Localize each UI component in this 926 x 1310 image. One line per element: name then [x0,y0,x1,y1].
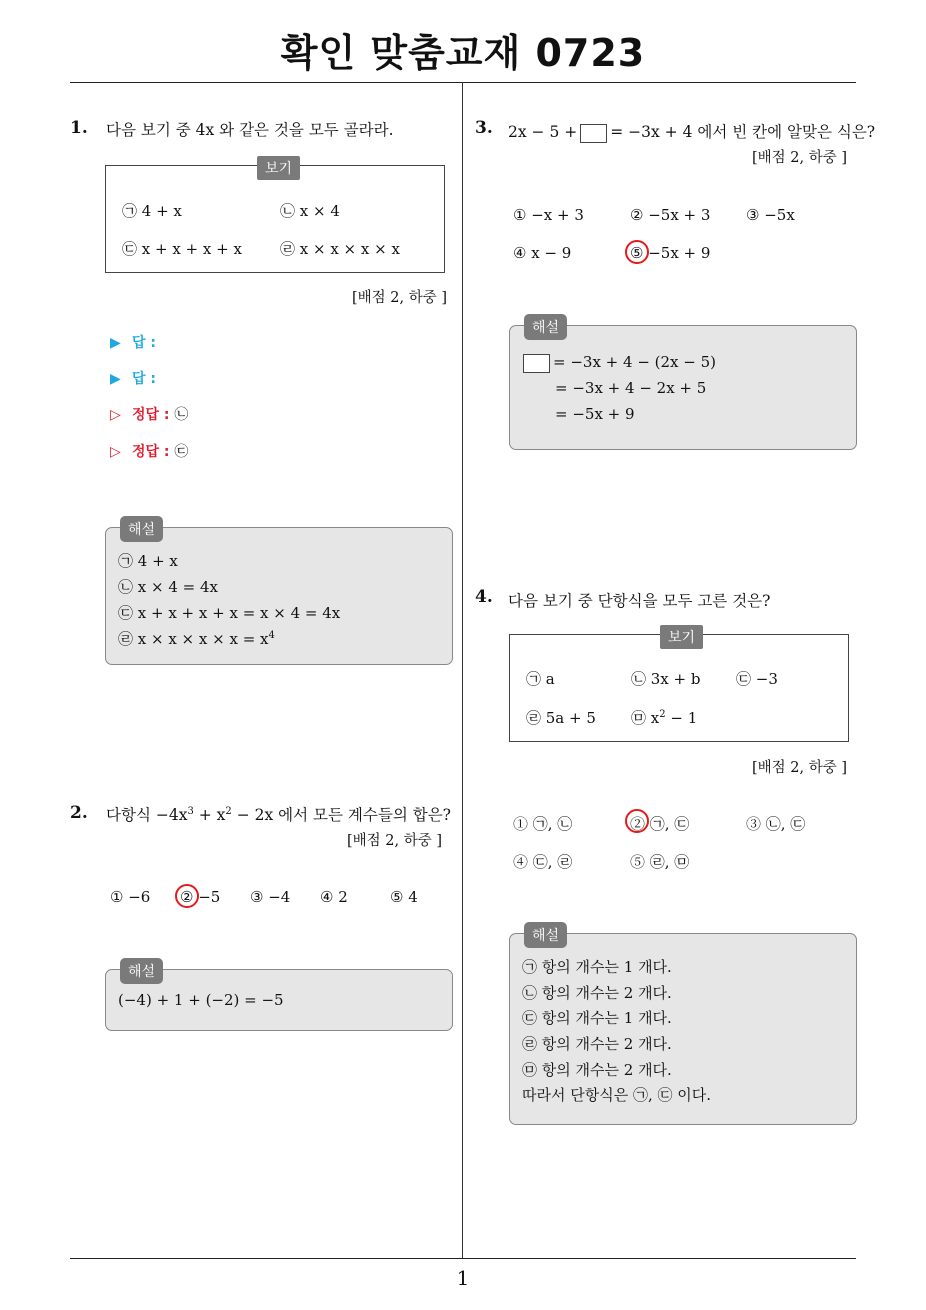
answer-value: ㉡ [174,407,189,423]
solution-line: ㉤ 항의 개수는 2 개다. [522,1061,672,1079]
answer-label: 정답 : [132,407,170,423]
bogi-item: ㉣ 5a + 5 [526,709,596,727]
solution-line: ㉠ 항의 개수는 1 개다. [522,958,672,976]
answer-label: 답 : [132,371,156,387]
answer-label: 정답 : [132,444,170,460]
solution-line: (−4) + 1 + (−2) = −5 [118,991,284,1009]
solution-line: = −5x + 9 [555,405,635,423]
question-number: 2. [70,803,88,823]
choice-2[interactable]: ② −5x + 3 [630,206,711,224]
solution-line: ㉢ 항의 개수는 1 개다. [522,1009,672,1027]
bogi-item: ㉡ x × 4 [280,202,340,220]
bogi-item: ㉡ 3x + b [631,670,701,688]
answer-value: ㉢ [174,444,189,460]
choice-2[interactable]: ② ㉠, ㉢ [630,815,690,833]
triangle-outline-icon: ▷ [110,407,121,423]
answer-row [110,332,156,352]
correct-answer-row [110,404,188,424]
top-rule [70,82,856,83]
choice-5[interactable]: ⑤ ㉣, ㉤ [630,853,690,871]
question-number: 1. [70,118,88,138]
solution-label: 해설 [120,516,163,542]
bogi-item: ㉢ −3 [736,670,778,688]
bogi-item: ㉣ x × x × x × x [280,240,400,258]
solution-line: ㉣ $x \times x \times x \times x = x^4$ [118,630,275,648]
solution-line: ㉣ 항의 개수는 2 개다. [522,1035,672,1053]
triangle-outline-icon: ▷ [110,444,121,460]
selected-answer-mark [625,809,649,833]
bogi-item: ㉠ 4 + x [122,202,182,220]
choice-4[interactable]: ④ x − 9 [513,244,572,262]
bogi-item: ㉠ a [526,670,555,688]
question-text: 다항식 $-4x^3 + x^2 - 2x$ 에서 모든 계수들의 합은? [106,805,451,824]
choice-4[interactable]: ④ ㉢, ㉣ [513,853,573,871]
choice-2[interactable]: ② −5 [180,888,221,906]
bogi-label: 보기 [660,625,703,649]
solution-line: 따라서 단항식은 ㉠, ㉢ 이다. [522,1086,712,1104]
bogi-label: 보기 [257,156,300,180]
choice-1[interactable]: ① ㉠, ㉡ [513,815,573,833]
solution-line: ㉢ x + x + x + x = x × 4 = 4x [118,604,341,622]
score-label: [배점 2, 하중 ] [347,833,443,849]
question-text: 다음 보기 중 4x 와 같은 것을 모두 골라라. [106,121,394,139]
question-text: 다음 보기 중 단항식을 모두 고른 것은? [508,592,771,610]
score-label: [배점 2, 하중 ] [752,150,848,166]
page-title: 확인 맞춤교재 0723 [280,31,646,75]
choice-5[interactable]: ⑤ −5x + 9 [630,244,711,262]
play-icon: ▶ [110,371,121,387]
choice-1[interactable]: ① −x + 3 [513,206,584,224]
question-number: 4. [475,587,493,607]
answer-row [110,368,156,388]
selected-answer-mark [625,240,649,264]
page-number: 1 [456,1266,470,1290]
selected-answer-mark [175,884,199,908]
choice-3[interactable]: ③ −4 [250,888,291,906]
solution-line: = −3x + 4 − (2x − 5) [523,353,716,373]
question-text: 2x − 5 + = −3x + 4 에서 빈 칸에 알맞은 식은? [508,123,876,141]
solution-line: ㉠ 4 + x [118,552,178,570]
choice-3[interactable]: ③ −5x [746,206,795,224]
bogi-item: ㉢ x + x + x + x [122,240,242,258]
score-label: [배점 2, 하중 ] [352,290,448,306]
choice-5[interactable]: ⑤ 4 [390,888,418,906]
solution-line: = −3x + 4 − 2x + 5 [555,379,707,397]
choice-1[interactable]: ① −6 [110,888,151,906]
correct-answer-row [110,441,188,461]
solution-line: ㉡ 항의 개수는 2 개다. [522,984,672,1002]
score-label: [배점 2, 하중 ] [752,760,848,776]
bogi-item: ㉤ $x^2 - 1$ [631,709,698,727]
solution-label: 해설 [524,314,567,340]
solution-label: 해설 [524,922,567,948]
choice-4[interactable]: ④ 2 [320,888,348,906]
answer-label: 답 : [132,335,156,351]
bottom-rule [70,1258,856,1259]
question-number: 3. [475,118,493,138]
play-icon: ▶ [110,335,121,351]
solution-line: ㉡ x × 4 = 4x [118,578,218,596]
blank-box [580,124,607,143]
column-divider [462,82,463,1258]
blank-box [523,354,550,373]
choice-3[interactable]: ③ ㉡, ㉢ [746,815,806,833]
solution-label: 해설 [120,958,163,984]
